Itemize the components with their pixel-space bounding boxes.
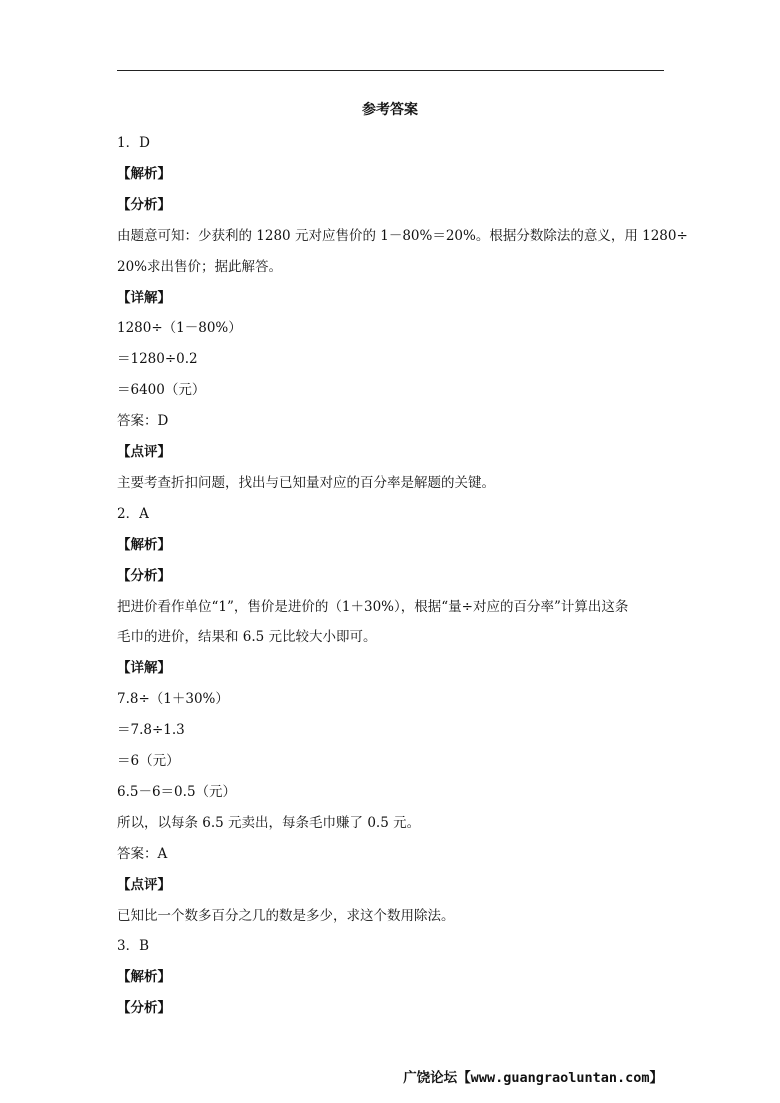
text-line: 1．D — [117, 135, 150, 151]
text-line: 2．A — [117, 505, 149, 522]
text-line: 3．B — [117, 938, 150, 955]
text-line: 20%求出售价；据此解答。 — [117, 258, 283, 275]
section-tag: 【点评】 — [117, 444, 171, 460]
text-line: 7.8÷（1＋30%） — [117, 691, 229, 708]
section-tag: 【解析】 — [117, 536, 171, 553]
text-line: 所以，以每条 6.5 元卖出，每条毛巾赚了 0.5 元。 — [117, 814, 421, 831]
text-line: ＝7.8÷1.3 — [117, 722, 185, 739]
section-tag: 【详解】 — [117, 660, 171, 677]
text-line: 答案：D — [117, 413, 169, 430]
text-line: 由题意可知：少获利的 1280 元对应售价的 1－80%＝20%。根据分数除法的意义，用 1280÷ — [117, 227, 688, 244]
text-line: 把进价看作单位“1”，售价是进价的（1＋30%），根据“量÷对应的百分率”计算出这条 — [117, 598, 629, 615]
section-tag: 【解析】 — [117, 165, 171, 182]
text-line: 主要考查折扣问题，找出与已知量对应的百分率是解题的关键。 — [117, 474, 495, 491]
footer-site-name: 广饶论坛 — [403, 1070, 458, 1086]
section-tag: 【分析】 — [117, 196, 171, 213]
text-line: 6.5－6＝0.5（元） — [117, 783, 237, 800]
section-tag: 【详解】 — [117, 289, 171, 306]
footer-url[interactable]: 【www.guangraoluntan.com】 — [457, 1070, 663, 1086]
text-line: 答案：A — [117, 845, 168, 862]
text-line: 已知比一个数多百分之几的数是多少，求这个数用除法。 — [117, 907, 455, 924]
text-line: ＝1280÷0.2 — [117, 351, 198, 368]
page-title: 参考答案 — [362, 102, 418, 118]
text-line: ＝6（元） — [117, 753, 180, 769]
section-tag: 【点评】 — [117, 876, 171, 893]
footer-watermark — [403, 1068, 663, 1088]
text-line: 1280÷（1－80%） — [117, 320, 242, 337]
section-tag: 【解析】 — [117, 969, 171, 986]
text-line: ＝6400（元） — [117, 382, 206, 399]
text-line: 毛巾的进价，结果和 6.5 元比较大小即可。 — [117, 629, 377, 646]
section-tag: 【分析】 — [117, 567, 171, 584]
header-rule — [117, 70, 664, 71]
section-tag: 【分析】 — [117, 1000, 171, 1017]
